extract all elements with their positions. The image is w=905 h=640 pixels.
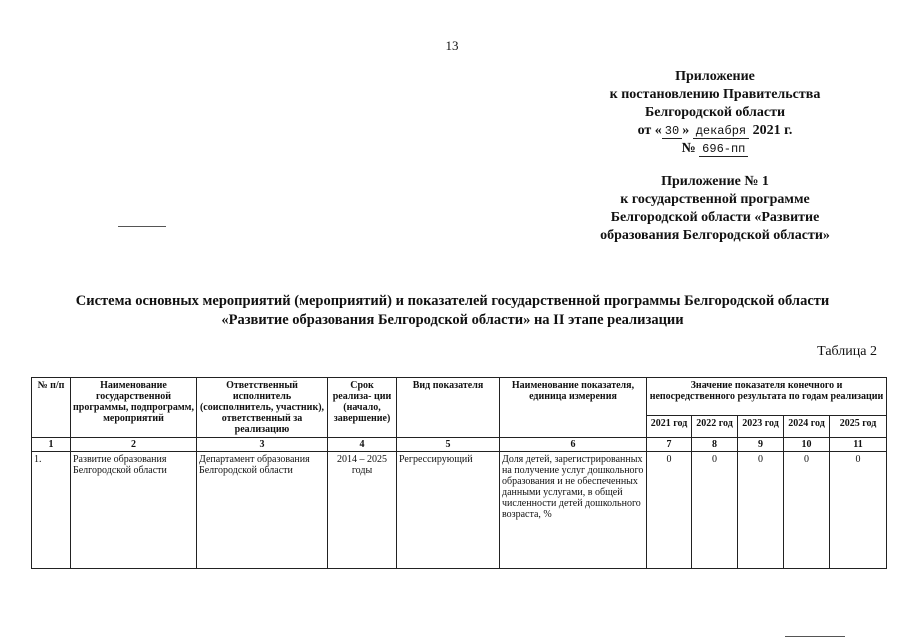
cell-period: 2014 – 2025 годы: [328, 452, 397, 569]
number-prefix: №: [681, 141, 700, 156]
appendix-line-2: к государственной программе: [620, 192, 810, 207]
column-number: 4: [328, 438, 397, 452]
column-numbers-row: [32, 438, 887, 452]
table-row: [32, 452, 887, 569]
header-year-2025: 2025 год: [830, 415, 887, 437]
header-year-2021: 2021 год: [647, 415, 692, 437]
header-indicator-type: Вид показателя: [397, 378, 500, 438]
scan-mark: [118, 226, 166, 227]
date-day: 30: [662, 124, 682, 139]
scan-mark: [785, 636, 845, 637]
page-number: 13: [445, 38, 459, 53]
cell-value-2025: 0: [830, 452, 887, 569]
date-year: 2021 г.: [749, 123, 793, 138]
date-mid: »: [682, 123, 693, 138]
cell-name: Развитие образования Белгородской области: [71, 452, 197, 569]
column-number: 9: [738, 438, 784, 452]
title-line-1: Система основных мероприятий (мероприятий) и показателей государственной программы Белгородской области: [75, 293, 830, 309]
header-executor: Ответственный исполнитель (соисполнитель, участник), ответственный за реализацию: [197, 378, 328, 438]
appendix-block: [565, 173, 865, 245]
cell-num: 1.: [32, 452, 71, 569]
cell-executor: Департамент образования Белгородской области: [197, 452, 328, 569]
approval-line-2: к постановлению Правительства: [609, 87, 821, 102]
approval-line-1: Приложение: [675, 69, 755, 84]
cell-value-2021: 0: [647, 452, 692, 569]
column-number: 3: [197, 438, 328, 452]
date-month: декабря: [693, 124, 749, 139]
column-number: 8: [692, 438, 738, 452]
header-period: Срок реализа- ции (начало, завершение): [328, 378, 397, 438]
appendix-line-1: Приложение № 1: [661, 174, 769, 189]
date-prefix: от «: [637, 123, 662, 138]
cell-value-2023: 0: [738, 452, 784, 569]
header-name: Наименование государственной программы, подпрограмм, мероприятий: [71, 378, 197, 438]
title-line-2: «Развитие образования Белгородской области» на II этапе реализации: [221, 312, 684, 328]
appendix-line-4: образования Белгородской области»: [600, 228, 830, 243]
approval-line-3: Белгородской области: [644, 105, 786, 120]
cell-value-2024: 0: [784, 452, 830, 569]
header-year-2022: 2022 год: [692, 415, 738, 437]
header-year-2024: 2024 год: [784, 415, 830, 437]
table-caption: Таблица 2: [817, 344, 877, 359]
cell-value-2022: 0: [692, 452, 738, 569]
header-indicator-name: Наименование показателя, единица измерения: [500, 378, 647, 438]
column-number: 1: [32, 438, 71, 452]
header-values-group: Значение показателя конечного и непосредственного результата по годам реализации: [647, 378, 887, 416]
header-row: [32, 378, 887, 416]
document-title: [20, 292, 885, 330]
column-number: 2: [71, 438, 197, 452]
column-number: 11: [830, 438, 887, 452]
number-value: 696-пп: [699, 142, 748, 157]
column-number: 10: [784, 438, 830, 452]
appendix-line-3: Белгородской области «Развитие: [610, 210, 820, 225]
indicators-table: [31, 377, 887, 569]
cell-indicator-name: Доля детей, зарегистрированных на получение услуг дошкольного образования и не обеспеченных данными услугами, в общей численности детей дошкольного возраста, %: [500, 452, 647, 569]
cell-indicator-type: Регрессирующий: [397, 452, 500, 569]
column-number: 7: [647, 438, 692, 452]
header-year-2023: 2023 год: [738, 415, 784, 437]
approval-date: [585, 122, 845, 140]
column-number: 5: [397, 438, 500, 452]
approval-block: [585, 68, 845, 158]
column-number: 6: [500, 438, 647, 452]
approval-number: [585, 140, 845, 158]
header-num: № п/п: [32, 378, 71, 438]
